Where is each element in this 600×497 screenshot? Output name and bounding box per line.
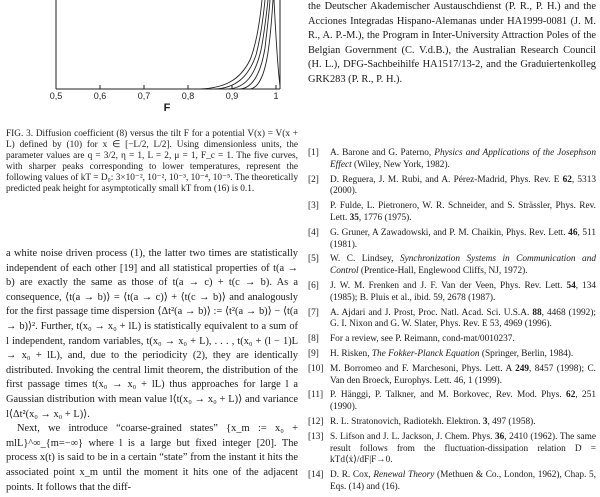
reference-item (308, 432, 596, 467)
reference-volume: 46 (568, 227, 578, 238)
reference-text-end: , 4468 (1992); G. I. Nixon and G. W. Slater, Phys. Rev. E 53, 4969 (1996). (330, 307, 596, 330)
reference-text: J. W. M. Frenken and J. F. Van der Veen, Phys. Rev. Lett. (330, 280, 567, 291)
reference-volume: 54 (566, 280, 576, 291)
reference-number: [5] (308, 254, 319, 265)
x-tick-label: 0,6 (93, 91, 107, 101)
reference-volume: 36 (494, 431, 505, 442)
figure-3-plot (50, 0, 292, 112)
reference-text: A. Ajdari and J. Prost, Proc. Natl. Acad. Sci. U.S.A. (330, 307, 533, 318)
reference-volume: 35 (349, 212, 359, 223)
x-tick-labels (50, 91, 279, 101)
x-tick-label: 1 (273, 91, 279, 101)
reference-text: For a review, see P. Reimann, cond-mat/0010237. (330, 334, 515, 345)
reference-number: [10] (308, 363, 324, 374)
caption-label: FIG. 3. (6, 129, 34, 139)
reference-volume: 62 (562, 174, 572, 185)
diffusion-curves (200, 0, 280, 89)
body-paragraph-2: Next, we introduce “coarse-grained states” {x_m := x₀ + mlL}^∞_{m=−∞} where l is a large but fixed integer [20]. The process x(t) is said to be in a certain “state” from the instant it hits the associated point x_m until the moment it hits one of the adjacent points. It follows that the diff- (6, 423, 298, 493)
acknowledgments: the Deutscher Akademischer Austauschdienst (P. R., P. H.) and the Acciones Integradas Hispano-Alemanas under HA1999-0081 (J. M. R., A. P.-M.), the Program in Inter-University Attraction Poles of the Belgian Government (C. V.d.B.), the Australian Research Council (H. L.), DFG-Sachbeihilfe HA1517/13-2, and the Graduiertenkolleg GRK283 (P. R., P. H.). (308, 1, 596, 85)
reference-title: Physics and Applications of the Josephson Effect (330, 148, 596, 170)
reference-text: D. R. Cox, (330, 470, 374, 481)
reference-number: [6] (308, 280, 319, 291)
reference-volume: 88 (532, 307, 542, 318)
reference-text-end: (Methuen & Co., London, 1962), Chap. 5, Eqs. (14) and (16). (330, 470, 597, 492)
curve-falloff (274, 0, 280, 86)
reference-number: [11] (308, 390, 324, 401)
reference-text-end: , 511 (1981). (330, 227, 597, 250)
reference-text: D. Reguera, J. M. Rubi, and A. Pérez-Madrid, Phys. Rev. E (330, 174, 563, 185)
reference-item (308, 390, 596, 414)
reference-text: H. Risken, (330, 348, 372, 359)
reference-text-end: (Prentice-Hall, Englewood Cliffs, NJ, 1972). (358, 266, 528, 277)
reference-text: A. Barone and G. Paterno, (330, 148, 435, 158)
reference-item (308, 281, 596, 305)
body-paragraph-1: a white noise driven process (1), the latter two times are statistically independent of each other [19] and all statistical properties of t(a → b) are exactly the same as those of t(a → c) + t(c → b). As a consequence, ⟨t(a → b)⟩ = ⟨t(a → c)⟩ + ⟨t(c → b)⟩ and analogously for the first passage time dispersion ⟨Δt²(a → b)⟩ := ⟨t²(a → b)⟩ − ⟨t(a → b)⟩². Further, t(x₀ → x₀ + lL) is statistically equivalent to a sum of l independent, random variables, t(x₀ → x₀ + L), . . . , t(x₀ + (l − 1)L → x₀ + lL), and, due to the periodicity (2), they are identically distributed. Invoking the central limit theorem, the distribution of the first passage times t(x₀ → x₀ + lL) thus approaches for large l a Gaussian distribution with mean value l⟨t(x₀ → x₀ + L)⟩ and variance l⟨Δt²(x₀ → x₀ + L)⟩. (6, 248, 298, 420)
reference-number: [12] (308, 416, 324, 427)
reference-number: [13] (308, 431, 324, 442)
reference-text-end: , 1776 (1975). (358, 212, 412, 223)
body-text (6, 247, 298, 495)
reference-volume: 3 (482, 416, 488, 427)
references-list (308, 148, 596, 497)
reference-text: P. Hänggi, P. Talkner, and M. Borkovec, Rev. Mod. Phys. (330, 390, 567, 401)
plot-svg (50, 0, 292, 112)
reference-item (308, 334, 596, 346)
x-axis-label: F (163, 102, 171, 112)
reference-text: P. Fulde, L. Pietronero, W. R. Schneider, and S. Strässler, Phys. Rev. Lett. (330, 201, 596, 223)
figure-caption (6, 129, 298, 194)
x-tick-label: 0,5 (50, 91, 63, 101)
reference-title: Renewal Theory (373, 470, 435, 481)
curve-2 (215, 0, 265, 89)
reference-text-end: (Springer, Berlin, 1984). (479, 348, 574, 359)
reference-text-end: , 8457 (1998); C. Van den Broeck, Europhys. Lett. 46, 1 (1999). (330, 363, 596, 386)
x-tick-label: 0,9 (225, 91, 239, 101)
reference-title: Synchronization Systems in Communication and Control (330, 254, 596, 277)
reference-text: R. L. Stratonovich, Radiotekh. Elektron. (330, 416, 483, 427)
reference-item (308, 148, 596, 172)
curve-1 (200, 0, 262, 89)
reference-text: W. C. Lindsey, (330, 254, 400, 265)
reference-text-end: (Wiley, New York, 1982). (351, 159, 450, 170)
reference-text-end: , 134 (1985); B. Pluis et al., ibid. 59, 2678 (1987). (330, 280, 596, 303)
reference-number: [9] (308, 348, 319, 359)
reference-number: [3] (308, 201, 319, 212)
left-column (6, 0, 299, 493)
reference-text: S. Lifson and J. L. Jackson, J. Chem. Phys. (330, 431, 495, 442)
caption-text: Diffusion coefficient (8) versus the tilt F for a potential V(x) = V(x + L) defined by (10) for x ∈ [−L/2, L/2]. Using dimensionless units, the parameter values are q = 3/2, η = 1, L = 2, μ = 1, F_c = 1. The five curves, with sharper peaks corresponding to lower temperatures, represent the following values of kT = D₀: 3×10⁻², 10⁻², 10⁻³, 10⁻⁴, 10⁻⁵. The theoretically predicted peak height for asymptotically small kT from (16) is 0.1. (6, 129, 299, 194)
reference-number: [7] (308, 307, 319, 318)
reference-number: [14] (308, 470, 324, 481)
reference-text-end: , 251 (1990). (330, 390, 597, 413)
reference-item (308, 417, 596, 429)
reference-item (308, 175, 596, 199)
right-column (308, 0, 597, 492)
reference-item (308, 349, 596, 361)
reference-number: [4] (308, 227, 319, 238)
reference-item (308, 364, 596, 388)
reference-item (308, 308, 596, 332)
reference-text-end: , 5313 (2000). (330, 174, 596, 197)
reference-item (308, 201, 596, 225)
reference-text-end: , 497 (1958). (487, 416, 536, 427)
reference-item (308, 228, 596, 252)
reference-volume: 249 (515, 363, 530, 374)
reference-text: G. Gruner, A Zawadowski, and P. M. Chaikin, Phys. Rev. Lett. (330, 227, 569, 238)
x-tick-label: 0,7 (137, 91, 151, 101)
reference-number: [8] (308, 334, 319, 345)
reference-item (308, 470, 596, 494)
reference-number: [2] (308, 174, 319, 185)
x-tick-label: 0,8 (181, 91, 195, 101)
curve-5 (250, 0, 273, 89)
reference-text: M. Borromeo and F. Marchesoni, Phys. Lett. A (330, 363, 516, 374)
reference-text-end: , 2410 (1962). The same result follows from the fluctuation-dissipation relation D = kTd⟨ẋ⟩/dF|F→0. (330, 431, 596, 466)
reference-title: The Fokker-Planck Equation (371, 348, 480, 359)
reference-volume: 62 (566, 390, 576, 401)
reference-number: [1] (308, 148, 319, 158)
reference-item (308, 254, 596, 278)
